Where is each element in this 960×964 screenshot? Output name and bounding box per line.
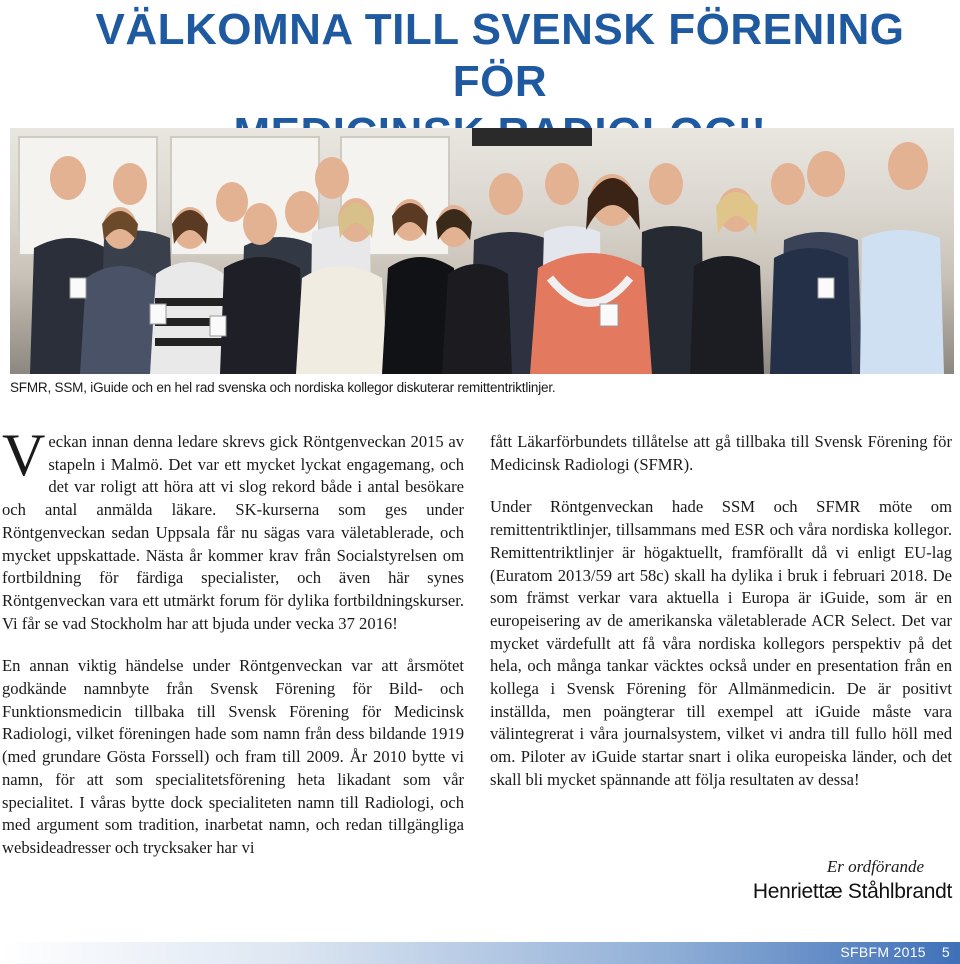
article-column-right <box>490 431 952 812</box>
paragraph-text: eckan innan denna ledare skrevs gick Röntgenveckan 2015 av stapeln i Malmö. Det var ett mycket lyckat engagemang, och det var roligt att höra att vi slog rekord både i antal besökare och antal anmälda läkare. SK-kurserna som ges under Röntgenveckan sedan Uppsala får nu sägas vara väletablerade, och mycket uppskattade. Nästa år kommer krav från Socialstyrelsen om fortbildning för färdiga specialister, och även här synes Röntgenveckan vara ett utmärkt forum för dylika fortbildningskurser. Vi får se vad Stockholm har att bjuda under vecka 37 2016! <box>2 432 464 633</box>
footer-bar <box>0 942 960 964</box>
photo-caption: SFMR, SSM, iGuide och en hel rad svenska och nordiska kollegor diskuterar remittentriktlinjer. <box>10 380 556 395</box>
footer <box>840 944 950 960</box>
signature-role: Er ordförande <box>826 857 924 876</box>
article-paragraph: Under Röntgenveckan hade SSM och SFMR möte om remittentriktlinjer, tillsammans med ESR och våra nordiska kollegor. Remittentriktlinjer är högaktuellt, framförallt då vi enligt EU-lag (Euratom 2013/59 art 58c) skall ha dylika i bruk i februari 2018. De som främst verkar vara aktuella i Europa är iGuide, som är en europeisering av de amerikanska väletablerade ACR Select. Det var mycket värdefullt att få våra nordiska kollegors perspektiv på det hela, och många tankar väcktes också under en presentation från en kollega i Svensk Förening för Allmänmedicin. De är positivt inställda, men poängterar till exempel att iGuide måste vara välintegrerat i våra journalsystem, vilket vi andra till fullo höll med om. Piloter av iGuide startar snart i olika europeiska länder, och det skall bli mycket spännande att följa resultaten av dessa! <box>490 497 952 789</box>
page-title-line-1: VÄLKOMNA TILL SVENSK FÖRENING FÖR <box>95 5 905 106</box>
article-paragraph <box>2 422 464 635</box>
article-paragraph: fått Läkarförbundets tillåtelse att gå tillbaka till Svensk Förening för Medicinsk Radiologi (SFMR). <box>490 432 952 474</box>
drop-cap: V <box>2 422 46 488</box>
article-paragraph: En annan viktig händelse under Röntgenveckan var att årsmötet godkände namnbyte från Svensk Förening för Bild- och Funktionsmedicin tillbaka till Svensk Förening för Medicinsk Radiologi, vilket föreningen hade som namn från dess bildande 1919 (med grundare Gösta Forssell) och fram till 2009. År 2010 bytte vi namn, för att som specialitetsförening heta likadant som vår specialitet. I våras bytte dock specialiteten namn till Radiologi, och med argument som tradition, inarbetat namn, och redan tillgängliga websideadresser och trycksaker har vi <box>2 656 464 857</box>
publication-name: SFBFM 2015 <box>840 944 926 960</box>
group-photo <box>10 128 954 374</box>
signature-name: Henriettæ Ståhlbrandt <box>752 880 952 903</box>
article-column-left <box>2 422 464 880</box>
page-number: 5 <box>941 944 950 960</box>
